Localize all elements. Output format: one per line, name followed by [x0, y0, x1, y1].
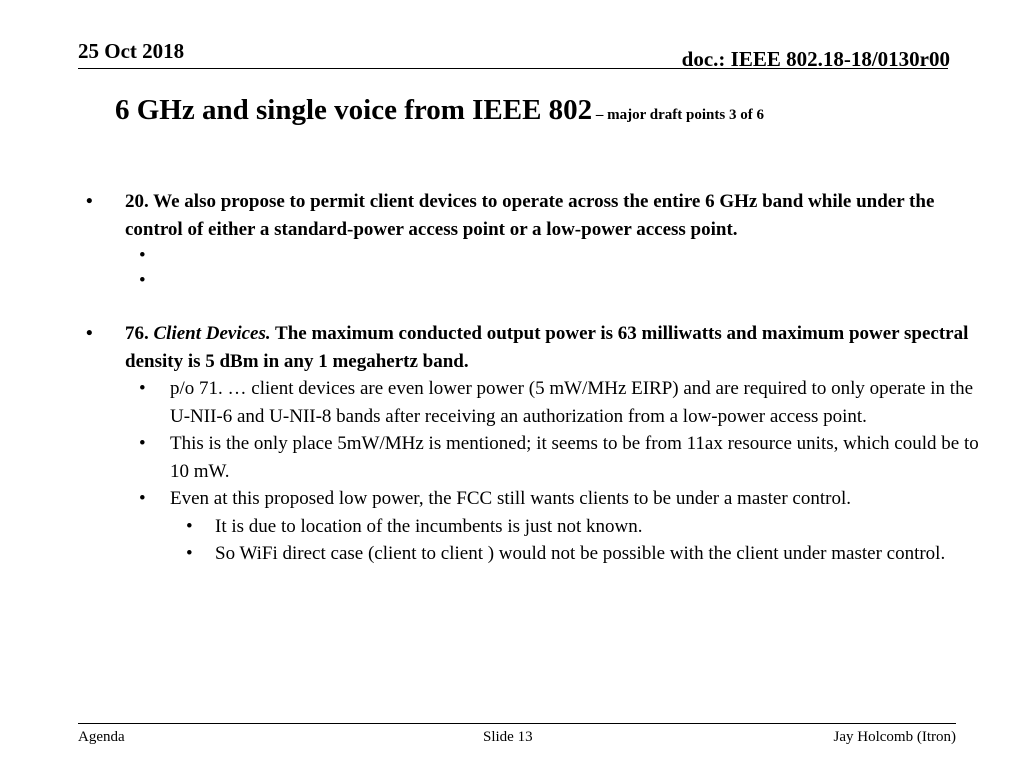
sub-bullet-text: p/o 71. … client devices are even lower power (5 mW/MHz EIRP) and are required to only operate in the U-NII-6 and U-NII-8 bands after receiving an authorization from a low-power access point. [170, 378, 974, 427]
header-date: 25 Oct 2018 [78, 39, 185, 63]
subsub-bullet-item [80, 513, 980, 541]
sub-bullet-text: This is the only place 5mW/MHz is mentioned; it seems to be from 11ax resource units, which could be to 10 mW. [170, 433, 979, 482]
sub-bullet-item [80, 485, 980, 513]
bullet-item-76-text: The maximum conducted output power is 63 milliwatts and maximum power spectral density is 5 dBm in any 1 megahertz band. [125, 323, 969, 372]
empty-sub-bullet [80, 243, 980, 268]
bullet-item-20 [80, 188, 980, 243]
footer-divider [78, 723, 956, 724]
subsub-bullet-text: It is due to location of the incumbents is just not known. [215, 515, 643, 537]
slide-title-sub: – major draft points 3 of 6 [592, 107, 764, 123]
sub-bullet-item [80, 375, 980, 430]
bullet-icon: • [139, 488, 146, 509]
header-divider [78, 68, 948, 69]
subsub-bullet-text: So WiFi direct case (client to client ) would not be possible with the client under master control. [215, 543, 946, 564]
bullet-icon: • [186, 515, 193, 537]
footer-author: Jay Holcomb (Itron) [833, 729, 956, 745]
bullet-icon: • [139, 433, 146, 454]
header-doc-id: doc.: IEEE 802.18-18/0130r00 [681, 47, 950, 71]
slide-title-main: 6 GHz and single voice from IEEE 802 [115, 94, 593, 126]
bullet-icon: • [186, 543, 193, 564]
spacer [80, 293, 980, 320]
bullet-icon: • [86, 191, 93, 212]
empty-sub-bullet [80, 268, 980, 293]
subsub-bullet-item [80, 540, 980, 568]
bullet-item-76-lead: Client Devices. [153, 323, 271, 344]
bullet-item-76-number: 76. [125, 323, 154, 344]
bullet-icon: • [86, 323, 93, 344]
sub-bullet-text: Even at this proposed low power, the FCC still wants clients to be under a master control. [170, 488, 852, 509]
bullet-icon: • [139, 378, 146, 399]
footer-left: Agenda [78, 729, 125, 745]
bullet-item-20-text: 20. We also propose to permit client devices to operate across the entire 6 GHz band while under the control of either a standard-power access point or a low-power access point. [125, 191, 935, 240]
bullet-icon: • [139, 270, 146, 291]
sub-bullet-item [80, 430, 980, 485]
bullet-item-76 [80, 320, 980, 375]
slide-title [115, 92, 764, 133]
footer-slide-number: Slide 13 [483, 729, 533, 745]
slide-content [80, 188, 980, 568]
bullet-icon: • [139, 245, 146, 266]
